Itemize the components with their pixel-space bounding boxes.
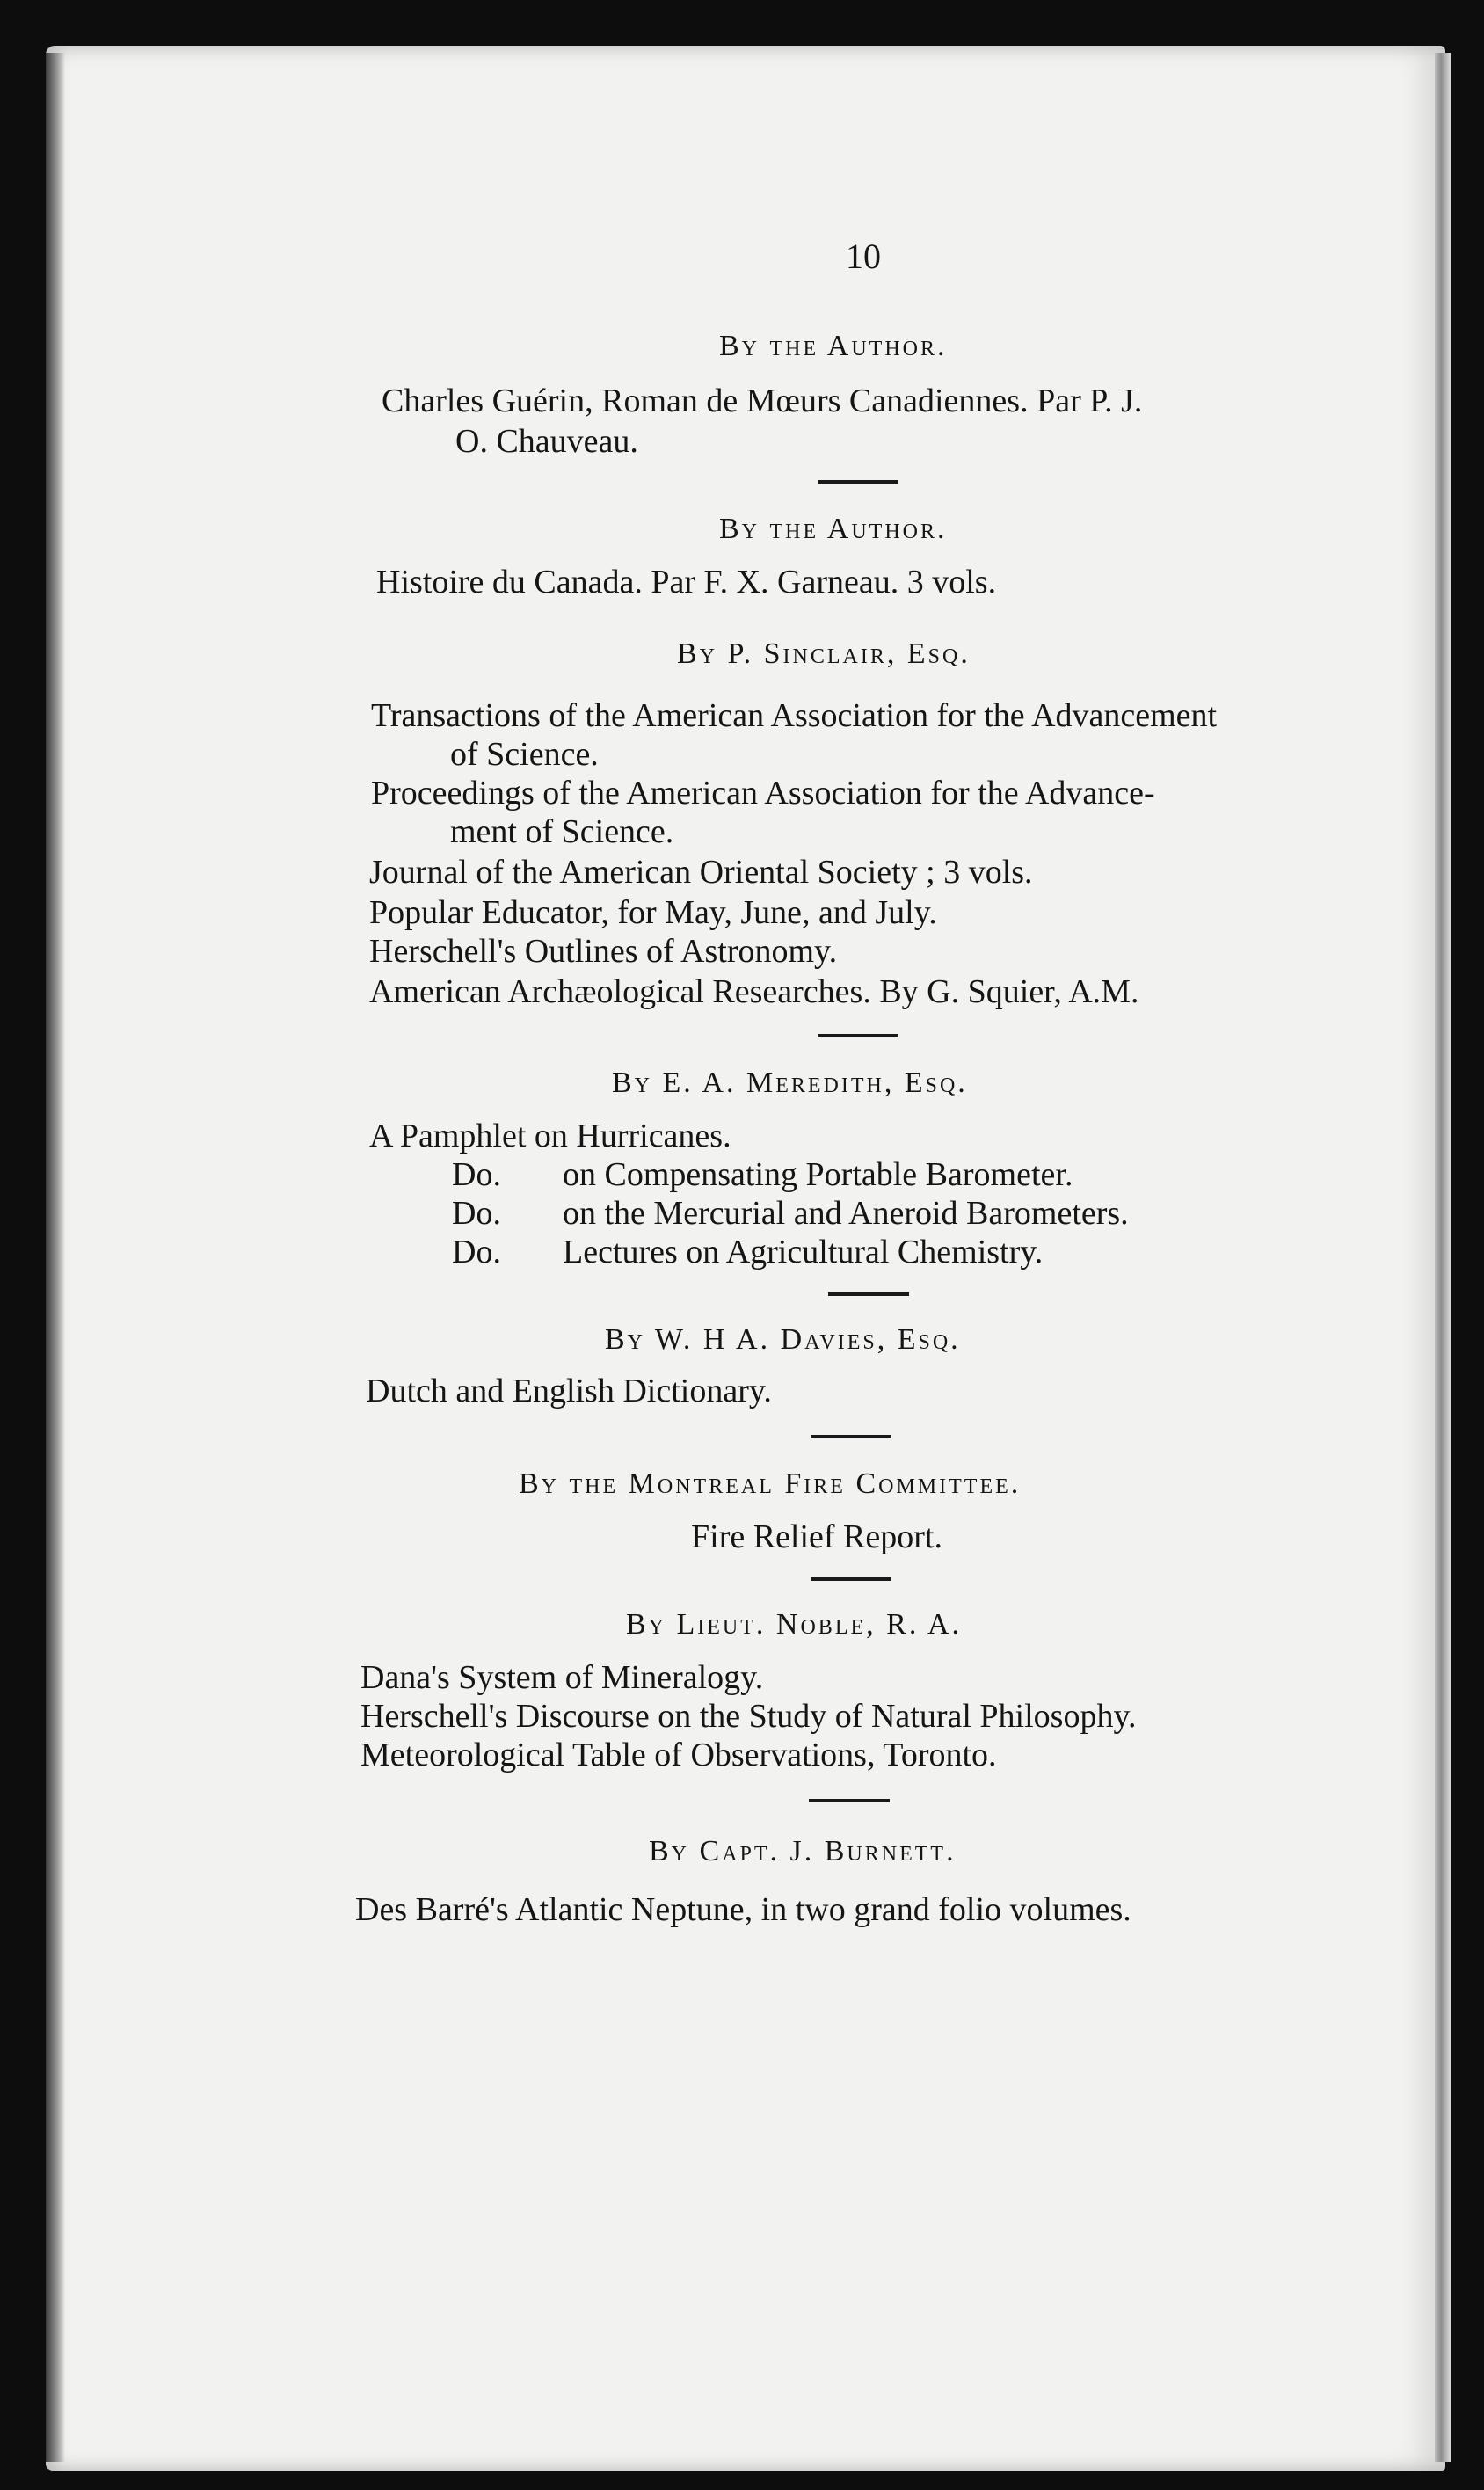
entry-line: on Compensating Portable Barometer. xyxy=(563,1156,1073,1193)
page-edge xyxy=(1435,53,1451,2462)
entry-line: Proceedings of the American Association for the Advance- xyxy=(371,775,1155,812)
section-heading-fire-committee: By the Montreal Fire Committee. xyxy=(519,1467,1022,1500)
section-divider xyxy=(828,1292,909,1296)
section-divider xyxy=(811,1435,891,1438)
page-number: 10 xyxy=(846,237,881,276)
ditto-mark: Do. xyxy=(452,1234,501,1270)
entry-line: Histoire du Canada. Par F. X. Garneau. 3 vols. xyxy=(376,564,997,601)
section-heading-sinclair: By P. Sinclair, Esq. xyxy=(677,637,971,670)
section-divider xyxy=(818,1034,898,1038)
entry-line: O. Chauveau. xyxy=(455,423,638,460)
entry-line: Herschell's Outlines of Astronomy. xyxy=(369,933,838,970)
entry-line: Charles Guérin, Roman de Mœurs Canadiennes. Par P. J. xyxy=(382,382,1143,419)
entry-line: Fire Relief Report. xyxy=(691,1518,942,1555)
section-heading-burnett: By Capt. J. Burnett. xyxy=(649,1835,957,1868)
ditto-mark: Do. xyxy=(452,1195,501,1232)
entry-line: Dana's System of Mineralogy. xyxy=(360,1659,764,1696)
ditto-mark: Do. xyxy=(452,1156,501,1193)
section-divider xyxy=(809,1799,890,1802)
entry-line: Dutch and English Dictionary. xyxy=(366,1372,772,1409)
entry-line: ment of Science. xyxy=(450,813,674,850)
entry-line: Journal of the American Oriental Society ; 3 vols. xyxy=(369,854,1033,891)
entry-line: Meteorological Table of Observations, Toronto. xyxy=(360,1736,997,1773)
section-heading-davies: By W. H A. Davies, Esq. xyxy=(605,1323,961,1356)
section-heading-noble: By Lieut. Noble, R. A. xyxy=(626,1608,962,1641)
entry-line: American Archæological Researches. By G. Squier, A.M. xyxy=(369,973,1139,1010)
entry-line: Des Barré's Atlantic Neptune, in two grand folio volumes. xyxy=(355,1891,1131,1928)
entry-line: on the Mercurial and Aneroid Barometers. xyxy=(563,1195,1129,1232)
entry-line: of Science. xyxy=(450,736,599,773)
section-heading-meredith: By E. A. Meredith, Esq. xyxy=(612,1067,968,1099)
section-divider xyxy=(818,480,898,484)
entry-line: Transactions of the American Association for the Advancement xyxy=(371,697,1218,734)
entry-line: Popular Educator, for May, June, and July. xyxy=(369,894,937,931)
section-heading-author-2: By the Author. xyxy=(719,513,948,545)
entry-line: A Pamphlet on Hurricanes. xyxy=(369,1118,731,1154)
section-divider xyxy=(811,1577,891,1581)
section-heading-author-1: By the Author. xyxy=(719,330,948,362)
entry-line: Lectures on Agricultural Chemistry. xyxy=(563,1234,1044,1270)
entry-line: Herschell's Discourse on the Study of Natural Philosophy. xyxy=(360,1698,1137,1735)
binding-shadow xyxy=(46,53,65,2462)
